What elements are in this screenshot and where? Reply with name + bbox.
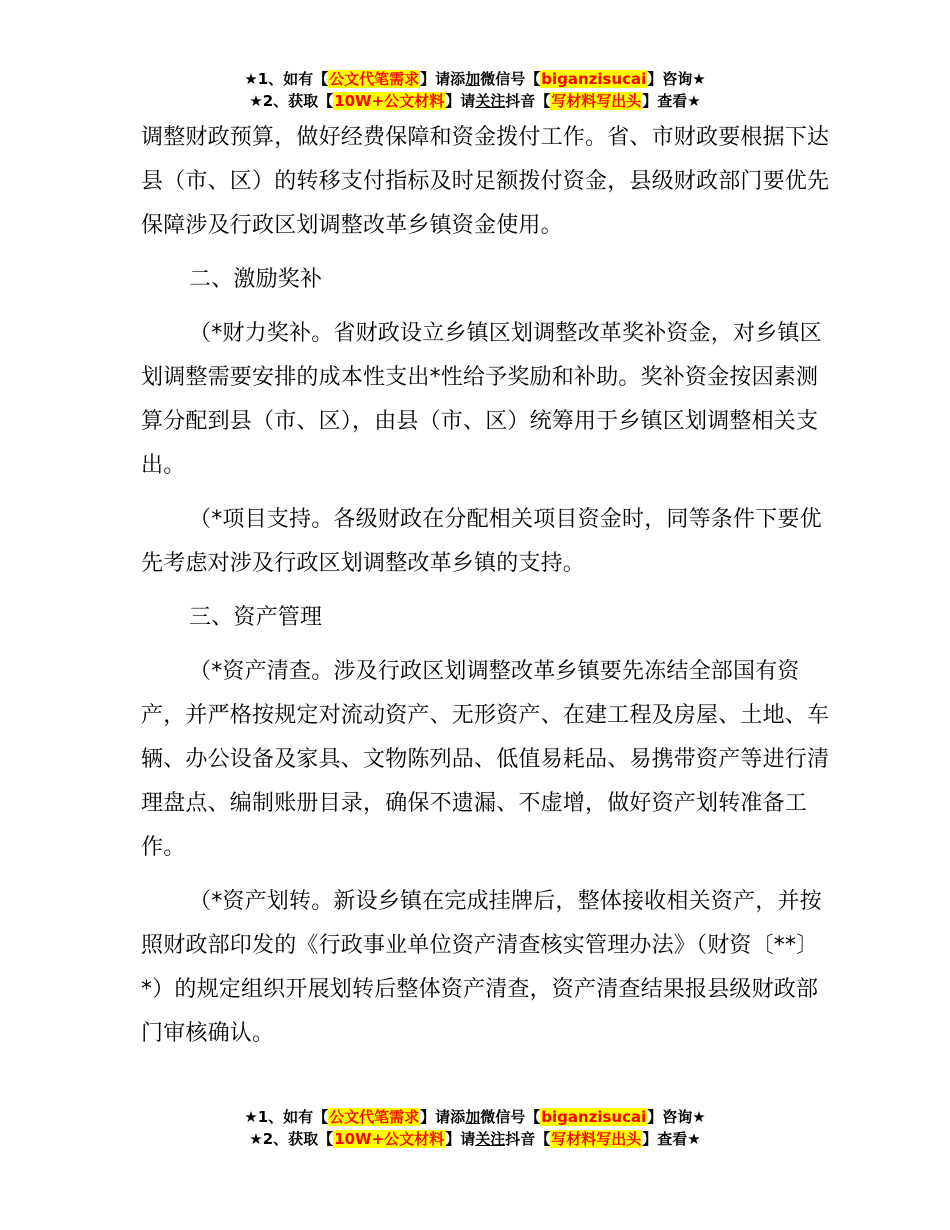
banner-underlined: 加	[465, 70, 481, 88]
paragraph: 调整财政预算，做好经费保障和资金拨付工作。省、市财政要根据下达县（市、区）的转移支付指标及时足额拨付资金，县级财政部门要优先保障涉及行政区划调整改革乡镇资金使用。	[141, 125, 830, 238]
banner-text: 】查看★	[642, 92, 701, 110]
banner-text: 】请	[445, 92, 476, 110]
banner-highlight: 10W+公文材料	[334, 1130, 445, 1148]
banner-highlight: biganzisucai	[541, 70, 647, 88]
document-body	[141, 116, 831, 1066]
paragraph: （*财力奖补。省财政设立乡镇区划调整改革奖补资金，对乡镇区划调整需要安排的成本性支出*性给予奖励和补助。奖补资金按因素测算分配到县（市、区），由县（市、区）统筹用于乡镇区划调整相关支出。	[141, 321, 822, 478]
paragraph: （*资产划转。新设乡镇在完成挂牌后，整体接收相关资产，并按照财政部印发的《行政事业单位资产清查核实管理办法》（财资〔**〕*）的规定组织开展划转后整体资产清查，资产清查结果报县级财政部门审核确认。	[141, 889, 822, 1046]
paragraph: （*项目支持。各级财政在分配相关项目资金时，同等条件下要优先考虑对涉及行政区划调整改革乡镇的支持。	[141, 507, 822, 576]
banner-line-2	[0, 90, 950, 112]
banner-line-1	[0, 68, 950, 90]
banner-highlight: biganzisucai	[541, 1108, 647, 1126]
footer-banner	[0, 1106, 950, 1150]
banner-text: 】请添	[420, 1108, 466, 1126]
banner-text: ★1、如有【	[244, 1108, 329, 1126]
banner-text: 】咨询★	[647, 70, 706, 88]
header-banner	[0, 68, 950, 112]
banner-text: ★2、获取【	[249, 92, 334, 110]
banner-underlined: 关注	[475, 1130, 506, 1148]
banner-underlined: 加	[465, 1108, 481, 1126]
banner-text: 】咨询★	[647, 1108, 706, 1126]
section-heading: 三、资产管理	[189, 605, 323, 630]
section-heading: 二、激励奖补	[189, 267, 323, 292]
banner-text: 抖音【	[505, 92, 551, 110]
banner-underlined: 关注	[475, 92, 506, 110]
banner-highlight: 公文代笔需求	[329, 70, 420, 88]
banner-text: ★1、如有【	[244, 70, 329, 88]
banner-text: 微信号【	[480, 1108, 541, 1126]
paragraph: （*资产清查。涉及行政区划调整改革乡镇要先冻结全部国有资产，并严格按规定对流动资产、无形资产、在建工程及房屋、土地、车辆、办公设备及家具、文物陈列品、低值易耗品、易携带资产等进行清理盘点、编制账册目录，确保不遗漏、不虚增，做好资产划转准备工作。	[141, 659, 830, 860]
banner-highlight: 公文代笔需求	[329, 1108, 420, 1126]
banner-highlight: 写材料写出头	[551, 92, 642, 110]
banner-text: 抖音【	[505, 1130, 551, 1148]
banner-highlight: 写材料写出头	[551, 1130, 642, 1148]
banner-text: 】请	[445, 1130, 476, 1148]
banner-text: ★2、获取【	[249, 1130, 334, 1148]
banner-line-2	[0, 1128, 950, 1150]
banner-text: 】请添	[420, 70, 466, 88]
banner-highlight: 10W+公文材料	[334, 92, 445, 110]
banner-line-1	[0, 1106, 950, 1128]
banner-text: 微信号【	[480, 70, 541, 88]
banner-text: 】查看★	[642, 1130, 701, 1148]
